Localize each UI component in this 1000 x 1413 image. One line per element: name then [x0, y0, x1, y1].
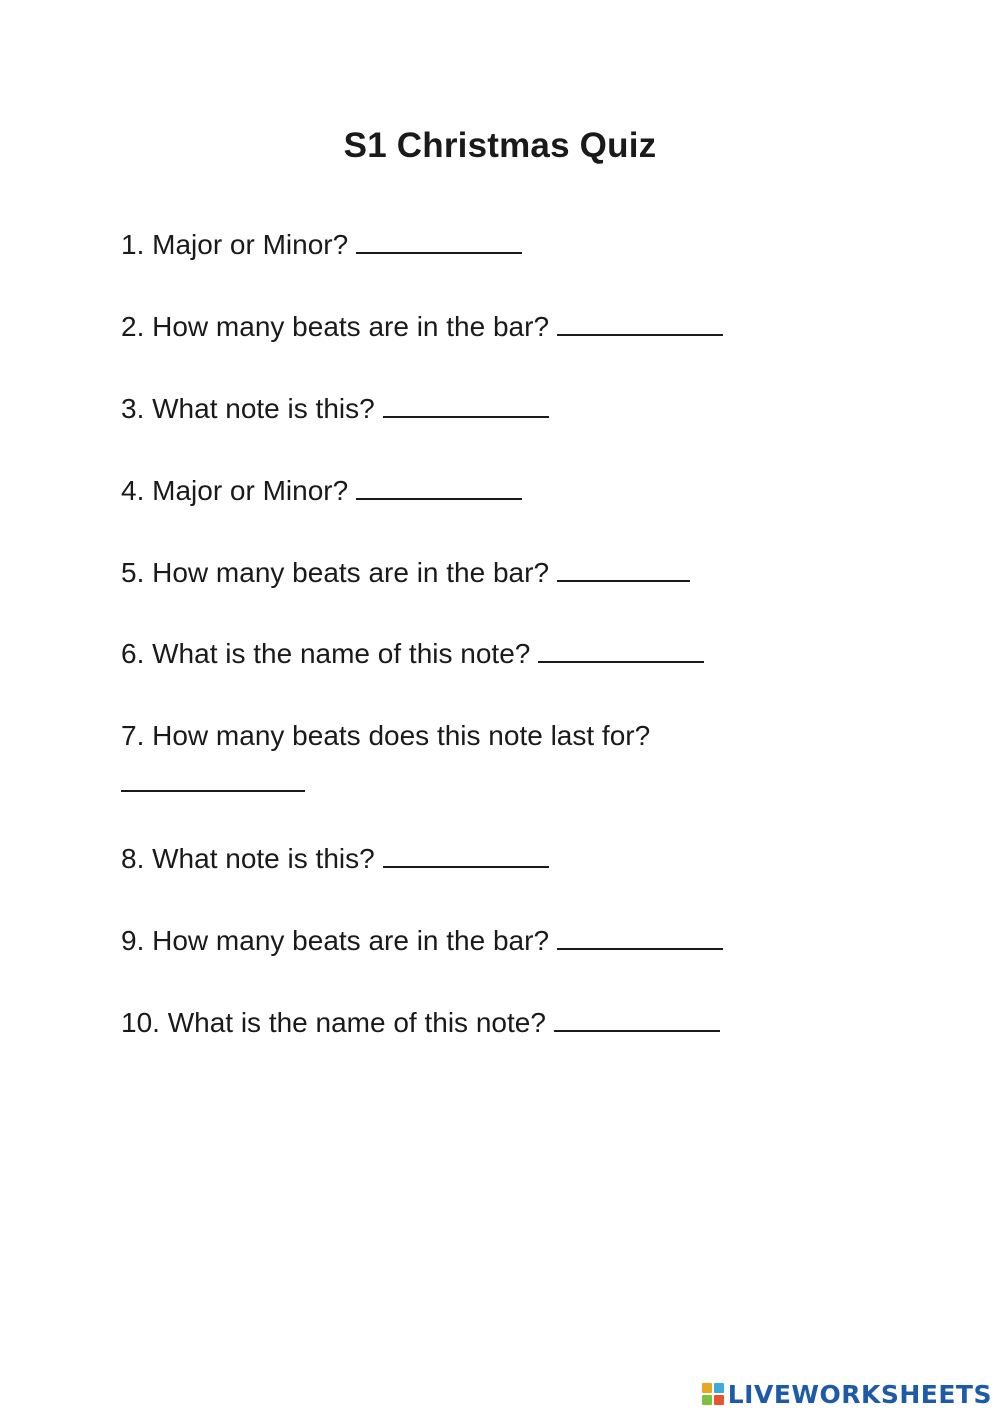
question-1: [121, 225, 522, 265]
question-text: 10. What is the name of this note?: [121, 1007, 546, 1038]
question-2: [121, 307, 723, 347]
question-text: 3. What note is this?: [121, 393, 375, 424]
question-text: 4. Major or Minor?: [121, 475, 349, 506]
question-10: [121, 1003, 720, 1043]
answer-blank-9[interactable]: [557, 922, 723, 950]
liveworksheets-logo: [702, 1381, 992, 1407]
answer-blank-5[interactable]: [557, 554, 690, 582]
answer-blank-6[interactable]: [538, 635, 704, 663]
page-title: S1 Christmas Quiz: [343, 126, 657, 165]
question-4: [121, 471, 522, 511]
liveworksheets-mark-icon: [702, 1383, 724, 1405]
question-text: 7. How many beats does this note last for?: [121, 720, 651, 751]
answer-blank-7[interactable]: [121, 790, 305, 792]
question-text: 9. How many beats are in the bar?: [121, 925, 550, 956]
question-9: [121, 921, 723, 961]
answer-blank-4[interactable]: [356, 472, 522, 500]
answer-blank-2[interactable]: [557, 308, 723, 336]
question-text: 1. Major or Minor?: [121, 229, 349, 260]
question-8: [121, 839, 549, 879]
question-5: [121, 553, 690, 593]
logo-text: LIVEWORKSHEETS: [727, 1379, 992, 1409]
question-7: [121, 716, 650, 756]
question-text: 8. What note is this?: [121, 843, 375, 874]
question-text: 5. How many beats are in the bar?: [121, 557, 550, 588]
answer-blank-1[interactable]: [356, 226, 522, 254]
question-6: [121, 634, 704, 674]
answer-blank-3[interactable]: [383, 390, 549, 418]
question-text: 2. How many beats are in the bar?: [121, 311, 550, 342]
question-3: [121, 389, 549, 429]
question-text: 6. What is the name of this note?: [121, 638, 531, 669]
answer-blank-8[interactable]: [383, 840, 549, 868]
answer-blank-10[interactable]: [554, 1004, 720, 1032]
